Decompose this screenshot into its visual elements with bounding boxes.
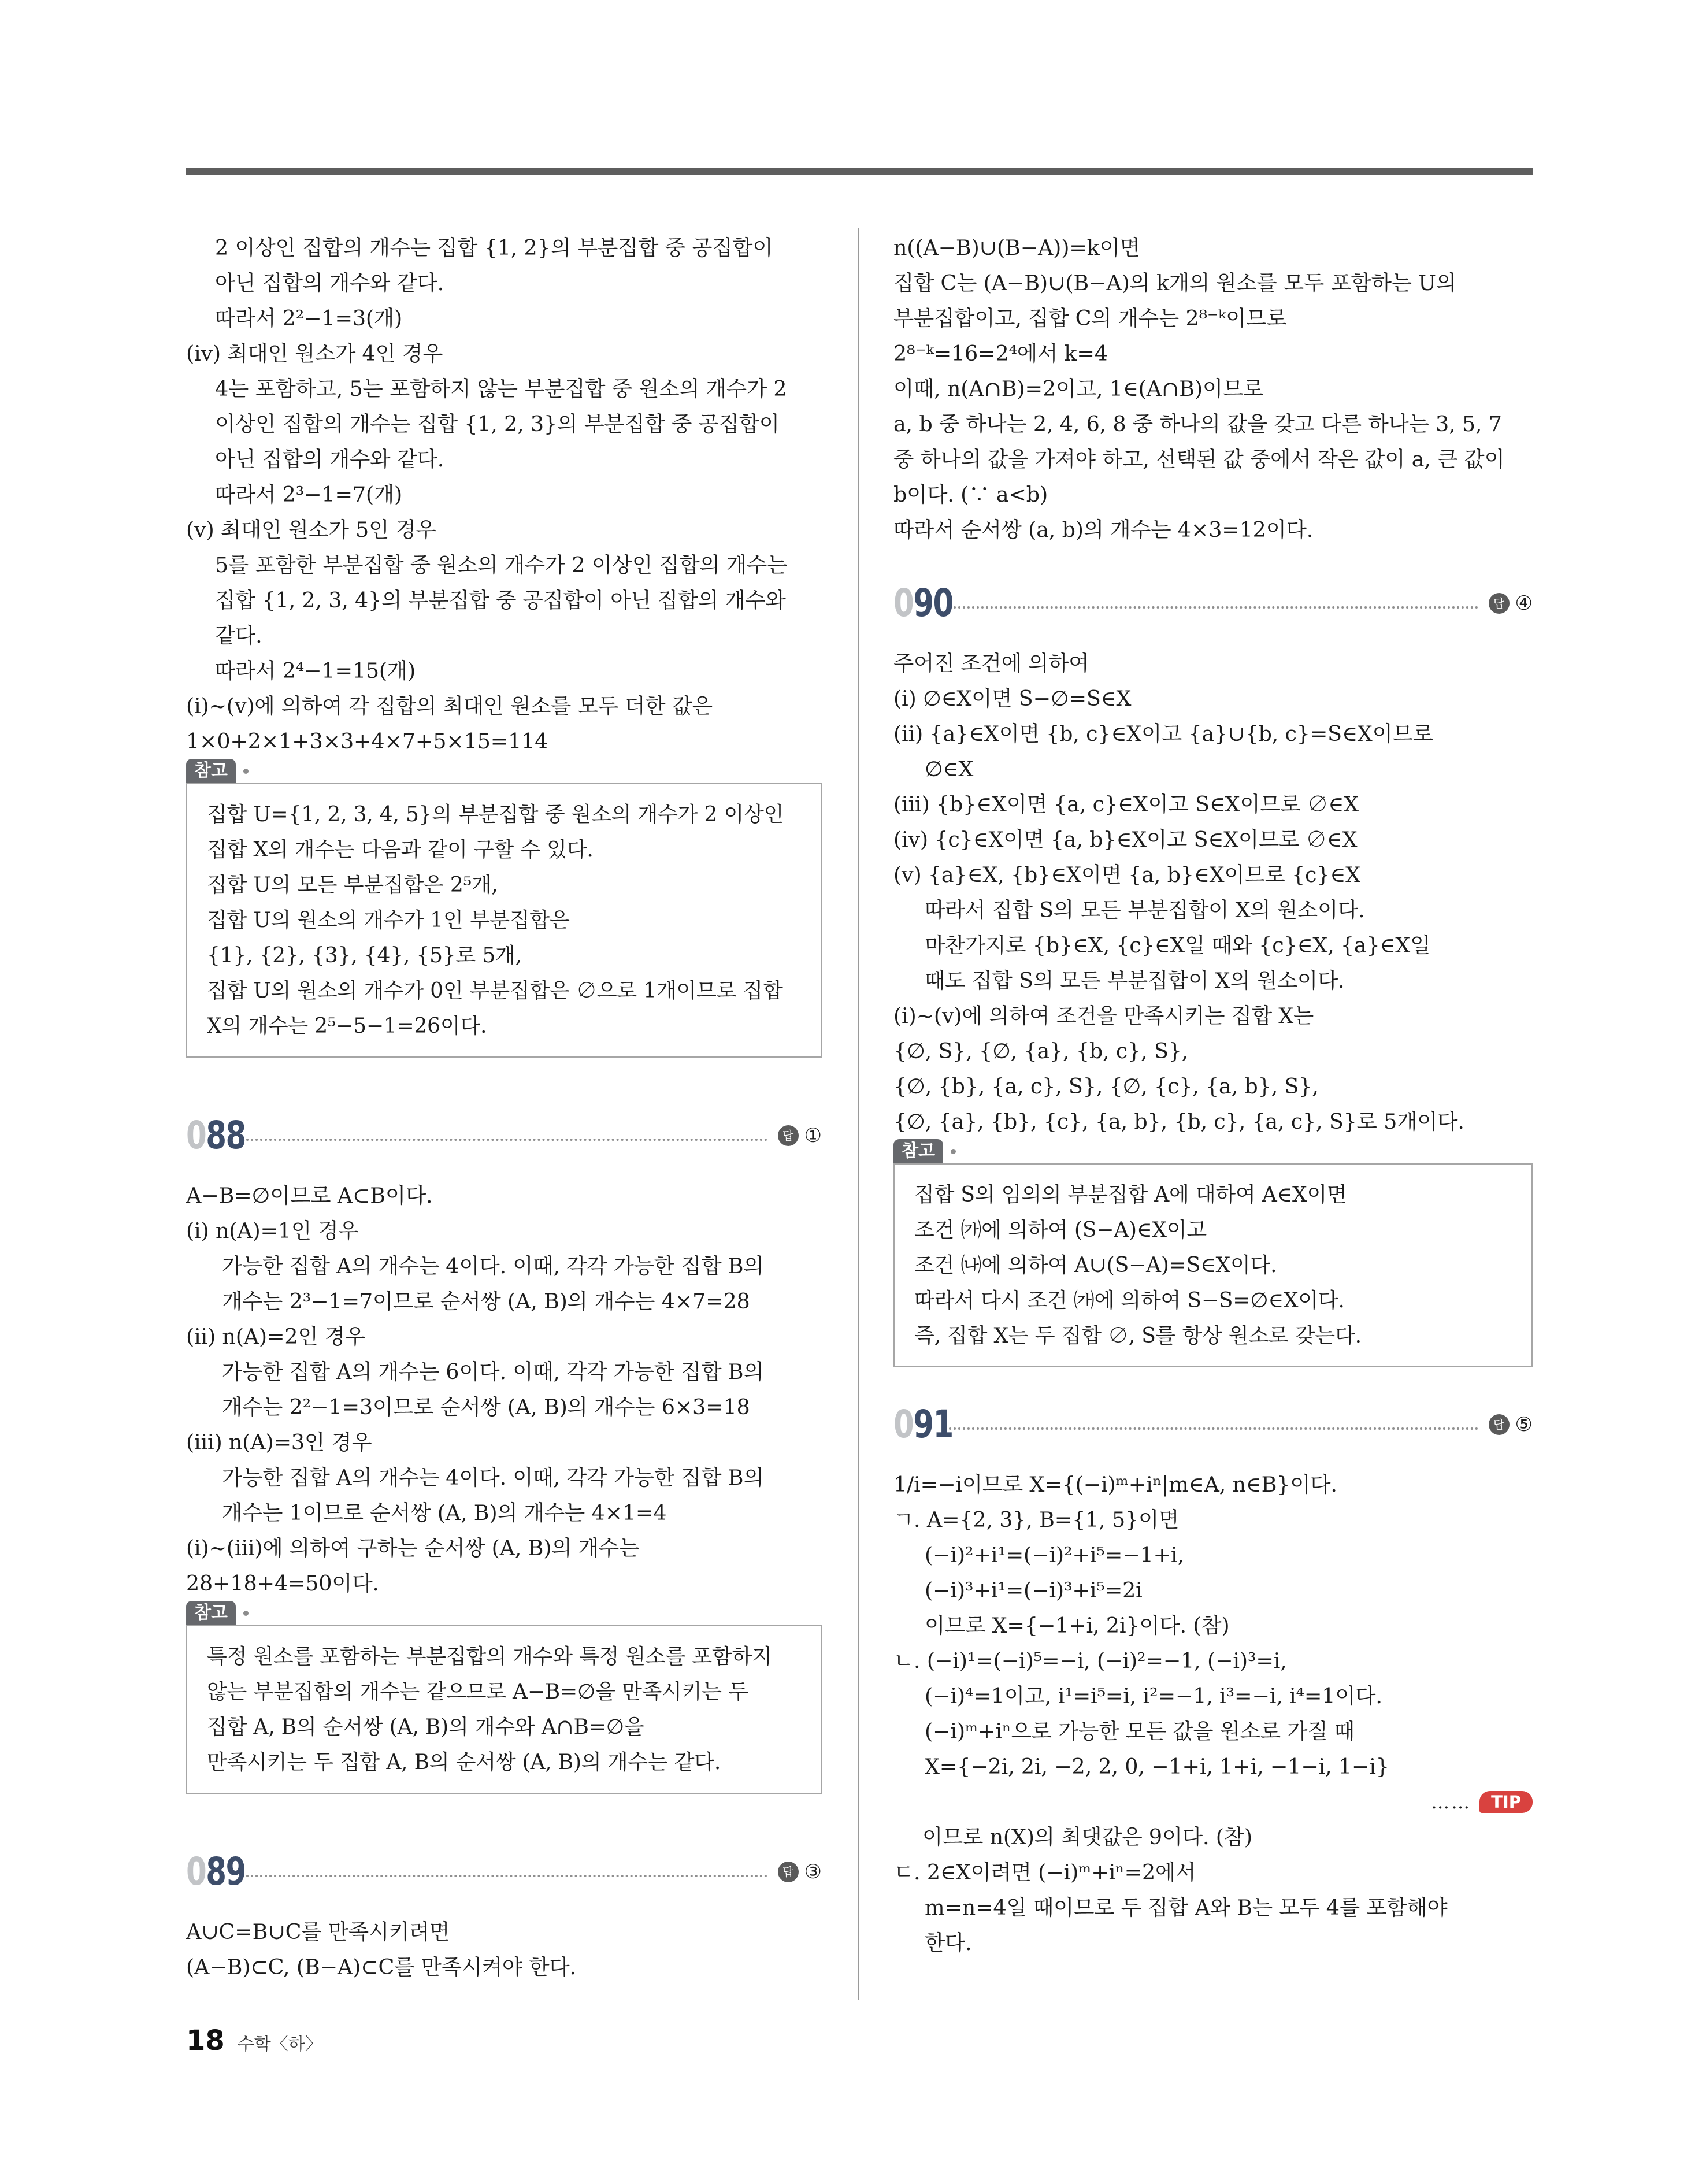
text-line: (v) {a}∈X, {b}∈X이면 {a, b}∈X이므로 {c}∈X [893,862,1360,887]
text-line: (i)~(v)에 의하여 조건을 만족시키는 집합 X는 [893,1003,1314,1028]
note-line: 집합 S의 임의의 부분집합 A에 대하여 A∈X이면 [914,1183,1347,1207]
text-line: 같다. [215,623,262,648]
text-line: 주어진 조건에 의하여 [893,651,1089,676]
text-line: 이때, n(A∩B)=2이고, 1∈(A∩B)이므로 [893,376,1264,401]
note-line: 따라서 다시 조건 ㈎에 의하여 S−S=∅∈X이다. [914,1289,1345,1312]
text-line: (A−B)⊂C, (B−A)⊂C를 만족시켜야 한다. [186,1955,576,1979]
note-line: 집합 U={1, 2, 3, 4, 5}의 부분집합 중 원소의 개수가 2 이상인 [207,803,784,826]
text-line: b이다. (∵ a<b) [893,482,1048,507]
leader-dots [242,1875,767,1877]
column-divider [858,228,859,2000]
text-line: (iv) {c}∈X이면 {a, b}∈X이고 S∈X이므로 ∅∈X [893,827,1358,852]
left-column [186,230,822,1985]
text-line: ∅∈X [925,757,974,781]
problem-header-091 [893,1393,1533,1456]
text-line: 2⁸⁻ᵏ=16=2⁴에서 k=4 [893,341,1108,366]
right-column [893,230,1533,1960]
note-label: 참고 [893,1139,943,1163]
note-line: {1}, {2}, {3}, {4}, {5}로 5개, [207,944,522,967]
text-line: 한다. [925,1930,972,1955]
tip-badge: TIP [1479,1791,1533,1813]
book-label: 수학〈하〉 [237,2034,322,2055]
text-line: (ii) n(A)=2인 경우 [186,1324,365,1349]
answer-icon: 답 [778,1125,799,1146]
problem-number: 090 [893,581,953,625]
note-label: 참고 [186,759,236,783]
text-line: ㄱ. A={2, 3}, B={1, 5}이면 [893,1507,1180,1532]
answer-value: ① [804,1124,822,1147]
text-line: 이므로 X={−1+i, 2i}이다. (참) [925,1613,1230,1638]
text-line: 부분집합이고, 집합 C의 개수는 2⁸⁻ᵏ이므로 [893,306,1287,331]
page-number: 18 [186,2024,225,2057]
text-line: 가능한 집합 A의 개수는 4이다. 이때, 각각 가능한 집합 B의 [222,1465,764,1490]
note-box [186,783,822,1058]
text-line: (−i)⁴=1이고, i¹=i⁵=i, i²=−1, i³=−i, i⁴=1이다. [925,1684,1382,1708]
note-line: 집합 U의 원소의 개수가 0인 부분집합은 ∅으로 1개이므로 집합 [207,979,783,1003]
note-line: 만족시키는 두 집합 A, B의 순서쌍 (A, B)의 개수는 같다. [207,1751,721,1774]
text-line: (iii) n(A)=3인 경우 [186,1430,372,1455]
note-line: 집합 U의 원소의 개수가 1인 부분집합은 [207,909,570,932]
page-footer [186,2024,322,2057]
note-line: 특정 원소를 포함하는 부분집합의 개수와 특정 원소를 포함하지 [207,1645,772,1668]
text-line: 2 이상인 집합의 개수는 집합 {1, 2}의 부분집합 중 공집합이 [215,235,773,260]
text-line: 마찬가지로 {b}∈X, {c}∈X일 때와 {c}∈X, {a}∈X일 [925,933,1431,958]
text-line: ㄴ. (−i)¹=(−i)⁵=−i, (−i)²=−1, (−i)³=i, [893,1648,1287,1673]
leader-dots [949,1427,1478,1430]
left-top-text [186,230,822,759]
top-rule [186,168,1533,175]
note-label: 참고 [186,1601,236,1625]
text-line: {∅, S}, {∅, {a}, {b, c}, S}, [893,1039,1189,1063]
text-line: (−i)ᵐ+iⁿ으로 가능한 모든 값을 원소로 가질 때 [925,1719,1355,1744]
text-line: X={−2i, 2i, −2, 2, 0, −1+i, 1+i, −1−i, 1−i} [925,1754,1389,1779]
text-line: 따라서 2²−1=3(개) [215,306,402,331]
text-line: 따라서 2⁴−1=15(개) [215,658,416,683]
text-line: a, b 중 하나는 2, 4, 6, 8 중 하나의 값을 갖고 다른 하나는 3, 5, 7 [893,411,1502,436]
text-line: n((A−B)∪(B−A))=k이면 [893,235,1140,260]
text-line: A∪C=B∪C를 만족시키려면 [186,1919,450,1944]
text-line: 때도 집합 S의 모든 부분집합이 X의 원소이다. [925,968,1345,993]
text-line: (i) ∅∈X이면 S−∅=S∈X [893,686,1132,711]
text-line: 가능한 집합 A의 개수는 6이다. 이때, 각각 가능한 집합 B의 [222,1359,764,1384]
text-line: (−i)²+i¹=(−i)²+i⁵=−1+i, [925,1542,1184,1567]
text-line: A−B=∅이므로 A⊂B이다. [186,1183,433,1208]
text-line: 이므로 n(X)의 최댓값은 9이다. (참) [922,1825,1252,1849]
text-line: 1/i=−i이므로 X={(−i)ᵐ+iⁿ|m∈A, n∈B}이다. [893,1472,1337,1497]
text-line: 이상인 집합의 개수는 집합 {1, 2, 3}의 부분집합 중 공집합이 [215,411,780,436]
problem-number: 088 [186,1113,246,1158]
note-line: 집합 U의 모든 부분집합은 2⁵개, [207,873,498,897]
note-box [186,1625,822,1794]
text-line: (v) 최대인 원소가 5인 경우 [186,517,436,542]
answer-icon: 답 [1489,1414,1510,1435]
note-line: X의 개수는 2⁵−5−1=26이다. [207,1014,487,1038]
text-line: 중 하나의 값을 가져야 하고, 선택된 값 중에서 작은 값이 a, 큰 값이 [893,447,1505,472]
note-line: 않는 부분집합의 개수는 같으므로 A−B=∅을 만족시키는 두 [207,1680,748,1704]
text-line: 1×0+2×1+3×3+4×7+5×15=114 [186,729,548,754]
leader-dots [242,1139,767,1141]
text-line: (ii) {a}∈X이면 {b, c}∈X이고 {a}∪{b, c}=S∈X이므로 [893,721,1433,746]
text-line: m=n=4일 때이므로 두 집합 A와 B는 모두 4를 포함해야 [925,1895,1448,1920]
problem-header-090 [893,572,1533,635]
text-line: (i) n(A)=1인 경우 [186,1218,359,1243]
text-line: {∅, {a}, {b}, {c}, {a, b}, {b, c}, {a, c}, S}로 5개이다. [893,1109,1464,1134]
text-line: 따라서 집합 S의 모든 부분집합이 X의 원소이다. [925,898,1365,922]
answer-value: ③ [804,1860,822,1883]
tip-dots: …… [1431,1790,1472,1813]
answer-icon: 답 [1489,593,1510,614]
text-line: 아닌 집합의 개수와 같다. [215,447,444,472]
note-line: 즉, 집합 X는 두 집합 ∅, S를 항상 원소로 갖는다. [914,1324,1362,1348]
text-line: 집합 {1, 2, 3, 4}의 부분집합 중 공집합이 아닌 집합의 개수와 [215,588,786,613]
tip-row [893,1784,1533,1819]
text-line: 5를 포함한 부분집합 중 원소의 개수가 2 이상인 집합의 개수는 [215,553,788,577]
text-line: (i)~(v)에 의하여 각 집합의 최대인 원소를 모두 더한 값은 [186,694,713,718]
problem-header-089 [186,1840,822,1904]
text-line: 아닌 집합의 개수와 같다. [215,270,444,295]
note-box [893,1163,1533,1367]
text-line: {∅, {b}, {a, c}, S}, {∅, {c}, {a, b}, S}, [893,1074,1319,1099]
note-line: 집합 A, B의 순서쌍 (A, B)의 개수와 A∩B=∅을 [207,1715,644,1739]
text-line: 28+18+4=50이다. [186,1571,379,1596]
problem-header-088 [186,1104,822,1167]
text-line: (iii) {b}∈X이면 {a, c}∈X이고 S∈X이므로 ∅∈X [893,792,1359,817]
right-top-text [893,230,1533,547]
problem-number: 091 [893,1402,953,1447]
text-line: 개수는 2²−1=3이므로 순서쌍 (A, B)의 개수는 6×3=18 [222,1395,750,1419]
answer-value: ④ [1515,592,1533,615]
text-line: 따라서 순서쌍 (a, b)의 개수는 4×3=12이다. [893,517,1314,542]
text-line: 따라서 2³−1=7(개) [215,482,402,507]
answer-icon: 답 [778,1862,799,1882]
leader-dots [949,606,1478,609]
text-line: 가능한 집합 A의 개수는 4이다. 이때, 각각 가능한 집합 B의 [222,1254,764,1278]
text-line: ㄷ. 2∈X이려면 (−i)ᵐ+iⁿ=2에서 [893,1860,1196,1885]
text-line: (−i)³+i¹=(−i)³+i⁵=2i [925,1578,1143,1603]
text-line: (i)~(iii)에 의하여 구하는 순서쌍 (A, B)의 개수는 [186,1536,639,1560]
answer-value: ⑤ [1515,1413,1533,1436]
text-line: 4는 포함하고, 5는 포함하지 않는 부분집합 중 원소의 개수가 2 [215,376,787,401]
text-line: 개수는 2³−1=7이므로 순서쌍 (A, B)의 개수는 4×7=28 [222,1289,750,1314]
note-line: 집합 X의 개수는 다음과 같이 구할 수 있다. [207,838,594,862]
problem-number: 089 [186,1849,246,1894]
note-line: 조건 ㈏에 의하여 A∪(S−A)=S∈X이다. [914,1254,1277,1277]
note-line: 조건 ㈎에 의하여 (S−A)∈X이고 [914,1218,1207,1242]
text-line: 집합 C는 (A−B)∪(B−A)의 k개의 원소를 모두 포함하는 U의 [893,270,1456,295]
text-line: (iv) 최대인 원소가 4인 경우 [186,341,443,366]
text-line: 개수는 1이므로 순서쌍 (A, B)의 개수는 4×1=4 [222,1500,667,1525]
